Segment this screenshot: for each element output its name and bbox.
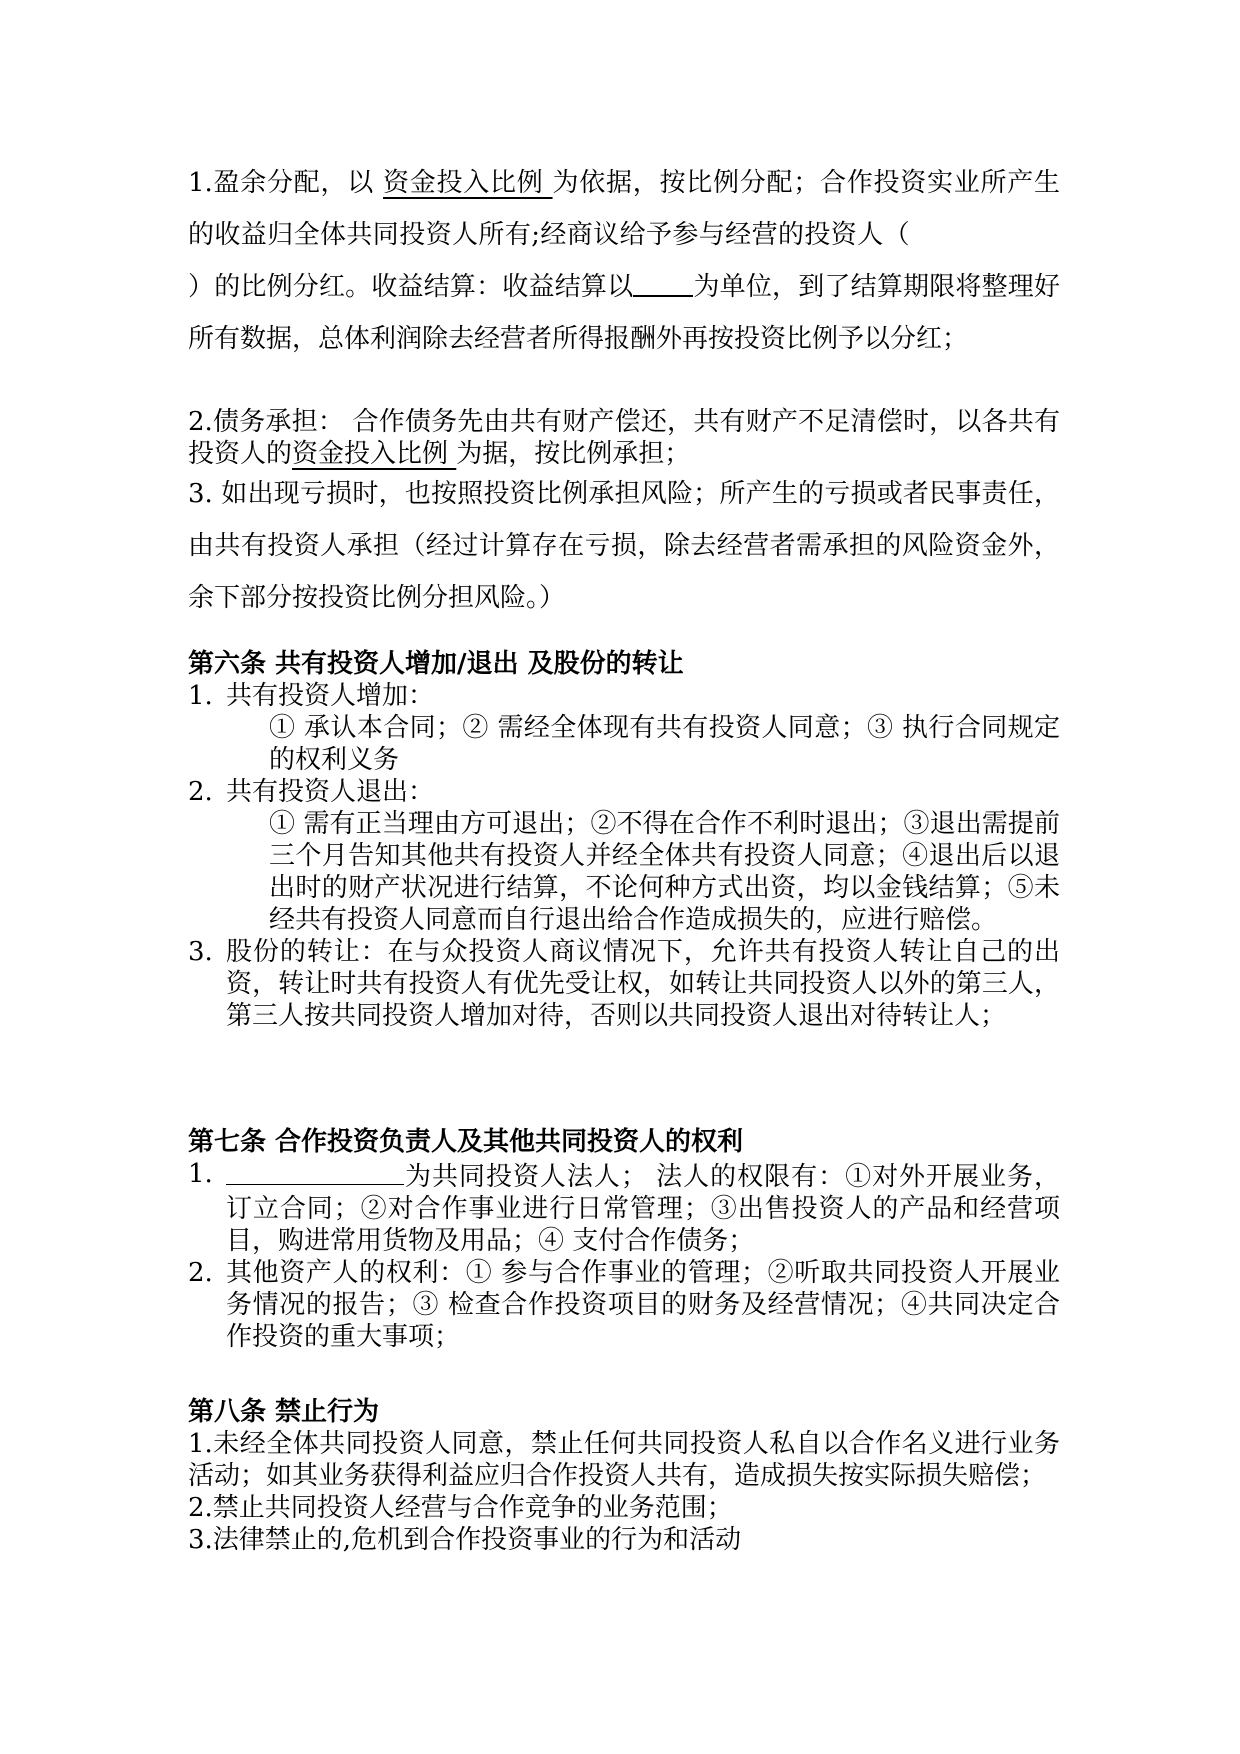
list-item xyxy=(188,680,1060,712)
capital-ratio-underlined: 资金投入比例 xyxy=(383,168,553,198)
blank-legal-person xyxy=(226,1158,404,1185)
profit-mid2: ）的比例分红。收益结算：收益结算以 xyxy=(188,272,634,302)
item-text: 为共同投资人法人； 法人的权限有：①对外开展业务，订立合同；②对合作事业进行日常管理；③出售投资人的产品和经营项目，购进常用货物及用品；④ 支付合作债务； xyxy=(226,1162,1060,1256)
prohibition-line: 3.法律禁止的,危机到合作投资事业的行为和活动 xyxy=(188,1525,742,1555)
debt-prefix: 2.债务承担： 合作债务先由共有财产偿还，共有财产不足清偿时，以各共有投资人的 xyxy=(188,407,1060,469)
item-number: 1. xyxy=(188,681,213,711)
sub-item xyxy=(188,712,1060,776)
item-text: 共有投资人增加： xyxy=(226,681,435,711)
article7-list xyxy=(188,1158,1060,1353)
item-number: 2. xyxy=(188,777,213,807)
item-number: 3. xyxy=(188,937,213,967)
sub-item-text: ① 承认本合同；② 需经全体现有共有投资人同意；③ 执行合同规定的权利义务 xyxy=(269,713,1060,775)
profit-end: 为单位，到了结算期限将整理好所有数据，总体利润除去经营者所得报酬外再按投资比例予以分红； xyxy=(188,272,1060,354)
loss-text: 3. 如出现亏损时，也按照投资比例承担风险；所产生的亏损或者民事责任，由共有投资人承担（经过计算存在亏损，除去经营者需承担的风险资金外，余下部分按投资比例分担风险。） xyxy=(188,479,1060,613)
prohibition-line: 2.禁止共同投资人经营与合作竞争的业务范围； xyxy=(188,1493,733,1523)
article7-title: 第七条 合作投资负责人及其他共同投资人的权利 xyxy=(188,1127,744,1157)
debt-end: 为据，按比例承担； xyxy=(456,439,691,469)
article8-title: 第八条 禁止行为 xyxy=(188,1397,380,1427)
sub-item xyxy=(188,808,1060,936)
profit-prefix: 1.盈余分配，以 xyxy=(188,168,384,198)
debt-paragraph xyxy=(188,406,1060,470)
profit-mid: 为依据，按比例分配；合作投资实业所产生的收益归全体共同投资人所有;经商议给予参与经营的投资人（ xyxy=(188,168,1060,250)
list-item xyxy=(188,776,1060,808)
loss-paragraph xyxy=(188,468,1060,624)
list-item xyxy=(188,1257,1060,1353)
debt-ratio-underlined: 资金投入比例 xyxy=(292,439,457,469)
article6-list xyxy=(188,680,1060,1032)
item-number: 1. xyxy=(188,1159,213,1189)
item-text: 其他资产人的权利：① 参与合作事业的管理；②听取共同投资人开展业务情况的报告；③ 检查合作投资项目的财务及经营情况；④共同决定合作投资的重大事项； xyxy=(226,1258,1060,1352)
item-text-wrap xyxy=(226,1158,1060,1257)
prohibition-line: 1.未经全体共同投资人同意，禁止任何共同投资人私自以合作名义进行业务活动；如其业务获得利益应归合作投资人共有，造成损失按实际损失赔偿； xyxy=(188,1429,1060,1491)
article8-list xyxy=(188,1428,1060,1556)
item-text: 股份的转让：在与众投资人商议情况下，允许共有投资人转让自己的出资，转让时共有投资人有优先受让权，如转让共同投资人以外的第三人，第三人按共同投资人增加对待，否则以共同投资人退出对待转让人； xyxy=(226,937,1060,1031)
profit-distribution-paragraph xyxy=(188,157,1060,365)
sub-item-text: ① 需有正当理由方可退出；②不得在合作不利时退出；③退出需提前三个月告知其他共有投资人并经全体共有投资人同意；④退出后以退出时的财产状况进行结算，不论何种方式出资，均以金钱结算；⑤未经共有投资人同意而自行退出给合作造成损失的，应进行赔偿。 xyxy=(269,809,1060,935)
item-number: 2. xyxy=(188,1258,213,1288)
list-item xyxy=(188,936,1060,1032)
blank-settlement-unit xyxy=(633,265,693,297)
list-item xyxy=(188,1158,1060,1257)
article6-title: 第六条 共有投资人增加/退出 及股份的转让 xyxy=(188,649,684,679)
item-text: 共有投资人退出： xyxy=(226,777,435,807)
